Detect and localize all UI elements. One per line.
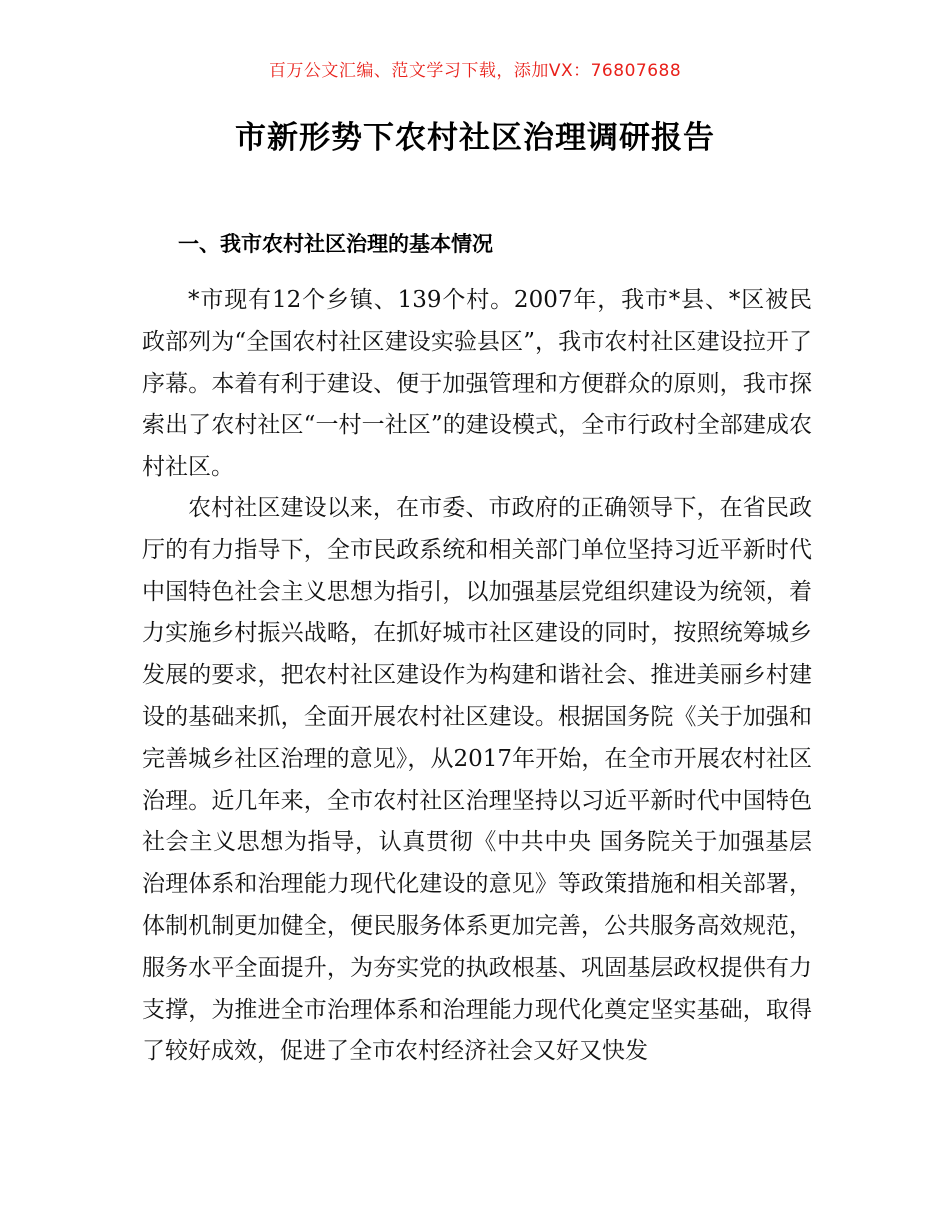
paragraph-1: *市现有12个乡镇、139个村。2007年，我市*县、*区被民政部列为“全国农村社区建设实验县区”，我市农村社区建设拉开了序幕。本着有利于建设、便于加强管理和方便群众的原则，我市探索出了农村社区“一村一社区”的建设模式，全市行政村全部建成农村社区。: [142, 287, 812, 481]
document-title: 市新形势下农村社区治理调研报告: [235, 120, 715, 156]
section-heading: 一、我市农村社区治理的基本情况: [178, 232, 493, 256]
paragraph-2: 农村社区建设以来，在市委、市政府的正确领导下，在省民政厅的有力指导下，全市民政系统和相关部门单位坚持习近平新时代中国特色社会主义思想为指引，以加强基层党组织建设为统领，着力实施乡村振兴战略，在抓好城市社区建设的同时，按照统筹城乡发展的要求，把农村社区建设作为构建和谐社会、推进美丽乡村建设的基础来抓，全面开展农村社区建设。根据国务院《关于加强和完善城乡社区治理的意见》，从2017年开始，在全市开展农村社区治理。近几年来，全市农村社区治理坚持以习近平新时代中国特色社会主义思想为指导，认真贯彻《中共中央 国务院关于加强基层治理体系和治理能力现代化建设的意见》等政策措施和相关部署，体制机制更加健全，便民服务体系更加完善，公共服务高效规范，服务水平全面提升，为夯实党的执政根基、巩固基层政权提供有力支撑，为推进全市治理体系和治理能力现代化奠定坚实基础，取得了较好成效，促进了全市农村经济社会又好又快发: [142, 495, 812, 1065]
watermark-banner: 百万公文汇编、范文学习下载，添加VX：76807688: [268, 61, 682, 81]
